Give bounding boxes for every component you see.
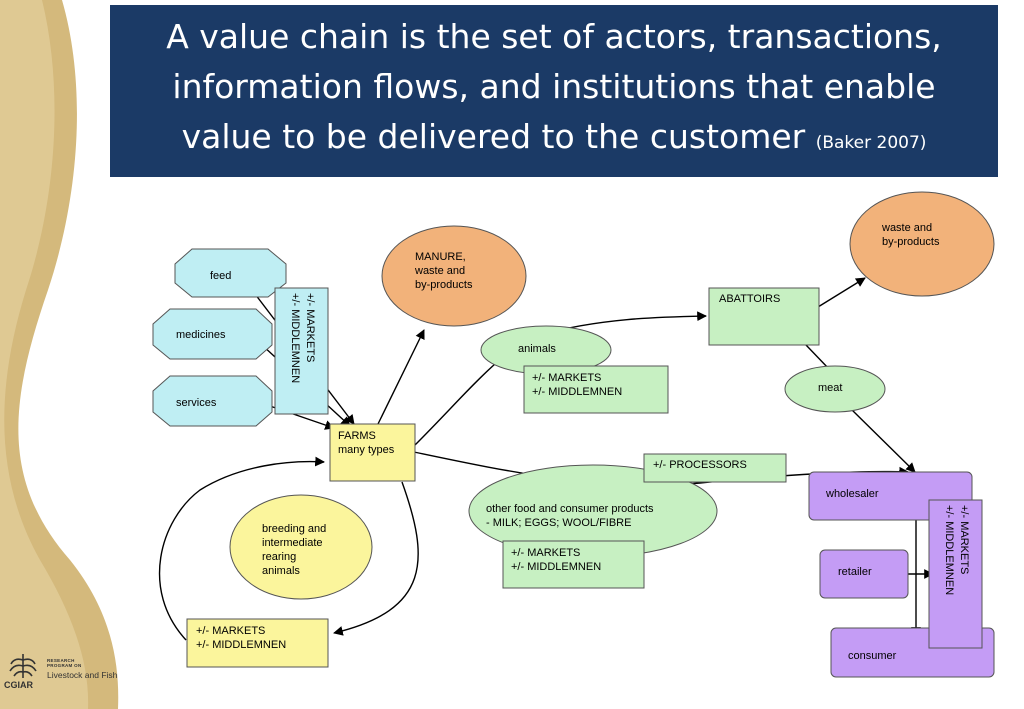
arrow-meat-to-wholesaler xyxy=(850,408,915,472)
product-markets-line1: +/- MARKETS xyxy=(511,547,581,559)
waste-line2: by-products xyxy=(882,236,940,248)
slide-title xyxy=(110,12,998,168)
manure-line1: MANURE, xyxy=(415,251,466,263)
input-feed xyxy=(175,249,286,297)
manure-node xyxy=(382,226,526,326)
animal-markets-line2: +/- MIDDLEMNEN xyxy=(532,386,623,398)
bottom-markets-box xyxy=(187,619,328,667)
meat-label: meat xyxy=(818,382,843,394)
consumer-label: consumer xyxy=(848,650,897,662)
abattoirs-label: ABATTOIRS xyxy=(719,293,781,305)
retail-markets-line1: +/- MARKETS xyxy=(958,505,970,575)
abattoirs-node xyxy=(709,288,819,345)
wholesaler-label: wholesaler xyxy=(826,488,879,500)
title-line-3-text: value to be delivered to the customer xyxy=(181,117,806,156)
other-products-line1: other food and consumer products xyxy=(486,503,654,515)
logo-line-3: Livestock and Fish xyxy=(47,670,118,680)
breeding-line3: rearing xyxy=(262,551,297,563)
waste-line1: waste and xyxy=(882,222,933,234)
input-services xyxy=(153,376,272,426)
product-markets-line2: +/- MIDDLEMNEN xyxy=(511,561,602,573)
logo-line-1: RESEARCH xyxy=(47,658,75,663)
processors-label: +/- PROCESSORS xyxy=(653,459,747,471)
animal-markets-box xyxy=(524,366,668,413)
manure-line2: waste and xyxy=(415,265,466,277)
retailer-label: retailer xyxy=(838,566,872,578)
title-line-2: information flows, and institutions that enable xyxy=(172,67,936,106)
arrow-abattoirs-to-waste xyxy=(818,278,865,307)
cgiar-logo xyxy=(2,650,127,695)
input-feed-label: feed xyxy=(210,270,232,282)
breeding-line1: breeding and xyxy=(262,523,327,535)
retail-markets-line2: +/- MIDDLEMNEN xyxy=(943,505,955,596)
breeding-node xyxy=(230,495,372,599)
breeding-line2: intermediate xyxy=(262,537,323,549)
bottom-markets-line1: +/- MARKETS xyxy=(196,625,266,637)
other-products-line2: - MILK; EGGS; WOOL/FIBRE xyxy=(486,517,632,529)
animal-markets-line1: +/- MARKETS xyxy=(532,372,602,384)
breeding-line4: animals xyxy=(262,565,300,577)
processors-box xyxy=(644,454,786,482)
logo-line-2: PROGRAM ON xyxy=(47,663,82,668)
title-line-3 xyxy=(110,112,998,168)
meat-node xyxy=(785,366,885,412)
input-markets-line1: +/- MARKETS xyxy=(304,293,316,363)
input-markets-box xyxy=(275,288,328,414)
waste-node xyxy=(850,192,994,296)
input-medicines xyxy=(153,309,272,359)
title-citation: (Baker 2007) xyxy=(815,133,927,153)
logo-org: CGIAR xyxy=(4,680,33,690)
retailer-node xyxy=(820,550,908,598)
product-markets-box xyxy=(503,541,644,588)
wheat-icon xyxy=(7,650,39,680)
retail-markets-box xyxy=(929,500,982,648)
farms-line1: FARMS xyxy=(338,430,376,442)
farms-node xyxy=(330,424,415,481)
input-medicines-label: medicines xyxy=(176,329,226,341)
input-markets-line2: +/- MIDDLEMNEN xyxy=(289,293,301,384)
title-line-1: A value chain is the set of actors, transactions, xyxy=(166,17,942,56)
bottom-markets-line2: +/- MIDDLEMNEN xyxy=(196,639,287,651)
animals-label: animals xyxy=(518,343,556,355)
input-services-label: services xyxy=(176,397,217,409)
arrow-farms-to-manure xyxy=(378,330,424,424)
farms-line2: many types xyxy=(338,444,395,456)
manure-line3: by-products xyxy=(415,279,473,291)
